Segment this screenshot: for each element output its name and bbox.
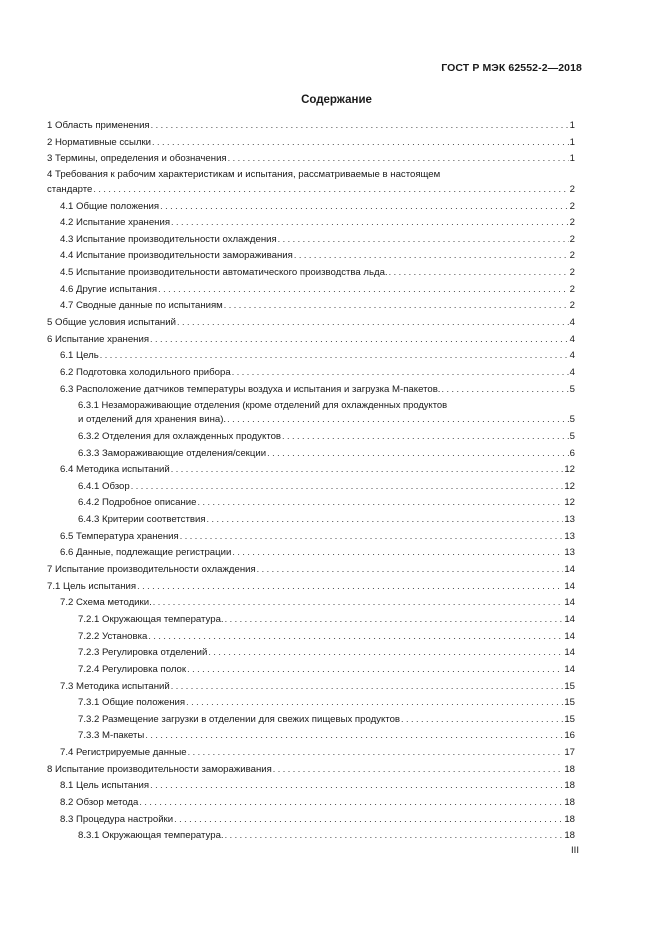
toc-entry[interactable] [47, 661, 575, 678]
toc-entry-page: 14 [564, 613, 575, 625]
toc-entry-title: 4.7 Сводные данные по испытаниям [60, 300, 223, 312]
toc-entry-page: 14 [564, 597, 575, 609]
toc-entry[interactable] [47, 678, 575, 695]
toc-entry-title: 6.3.2 Отделения для охлажденных продуктов [78, 430, 281, 442]
toc-entry-page: 2 [569, 267, 575, 279]
toc-leader-dots [441, 381, 568, 398]
toc-entry-title: 4.3 Испытание производительности охлаждения [60, 233, 277, 245]
toc-entry-title: 6.4.3 Критерии соответствия [78, 514, 206, 526]
toc-entry[interactable] [47, 314, 575, 331]
toc-entry-title: 5 Общие условия испытаний [47, 317, 176, 329]
toc-leader-dots [150, 331, 569, 348]
toc-entry-title: 7.2 Схема методики. [60, 597, 152, 609]
table-of-contents [47, 117, 575, 844]
toc-entry-title: 4.4 Испытание производительности замораживания [60, 250, 293, 262]
toc-entry[interactable] [47, 528, 575, 545]
toc-leader-dots [150, 777, 563, 794]
toc-entry-page: 1 [569, 136, 575, 148]
toc-entry-page: 18 [564, 780, 575, 792]
toc-entry-title: 7.2.1 Окружающая температура. [78, 613, 224, 625]
toc-leader-dots [186, 694, 563, 711]
toc-leader-dots [174, 811, 563, 828]
toc-leader-dots [208, 644, 563, 661]
toc-entry[interactable] [47, 281, 575, 298]
toc-entry-page: 18 [564, 796, 575, 808]
toc-entry-title: 7 Испытание производительности охлаждения [47, 564, 256, 576]
toc-entry-title: 1 Область применения [47, 120, 150, 131]
toc-entry[interactable] [47, 628, 575, 645]
toc-entry[interactable] [47, 364, 575, 381]
toc-entry[interactable] [47, 578, 575, 595]
toc-entry-page: 13 [564, 514, 575, 526]
toc-entry[interactable] [47, 711, 575, 728]
toc-entry-title: 7.3.2 Размещение загрузки в отделении для свежих пищевых продуктов [78, 713, 401, 725]
toc-leader-dots [224, 297, 569, 314]
toc-entry-title: 7.1 Цель испытания [47, 580, 137, 592]
toc-entry-page: 5 [569, 414, 575, 426]
toc-entry-title: 7.3.3 М-пакеты [78, 730, 145, 742]
toc-entry-page: 18 [564, 830, 575, 842]
toc-leader-dots [225, 611, 564, 628]
toc-entry-title: 8.1 Цель испытания [60, 780, 150, 792]
toc-entry[interactable] [47, 511, 575, 528]
toc-entry-page: 13 [564, 530, 575, 542]
toc-leader-dots [145, 727, 563, 744]
toc-leader-dots [93, 181, 568, 198]
toc-entry[interactable] [47, 611, 575, 628]
toc-leader-dots [160, 198, 569, 215]
toc-leader-dots [232, 364, 569, 381]
page-title: Содержание [301, 94, 372, 106]
toc-entry-page: 2 [569, 283, 575, 295]
toc-entry-title: 4.2 Испытание хранения [60, 217, 171, 229]
toc-entry-title: 3 Термины, определения и обозначения [47, 153, 227, 165]
toc-leader-dots [131, 478, 564, 495]
toc-entry[interactable] [47, 150, 575, 167]
toc-leader-dots [207, 511, 564, 528]
toc-entry-page: 16 [564, 730, 575, 742]
toc-leader-dots [273, 761, 564, 778]
toc-entry-title: 6.4 Методика испытаний [60, 464, 170, 476]
toc-leader-dots [180, 528, 564, 545]
toc-entry-title: стандарте [47, 183, 93, 195]
document-header: ГОСТ Р МЭК 62552-2—2018 [441, 62, 582, 74]
toc-entry[interactable] [47, 247, 575, 264]
toc-entry[interactable] [47, 331, 575, 348]
toc-entry-page: 4 [569, 317, 575, 329]
toc-entry-title: 8.3 Процедура настройки [60, 813, 174, 825]
toc-entry-title: 4.6 Другие испытания [60, 283, 158, 295]
toc-leader-dots [257, 561, 564, 578]
toc-entry-page: 12 [564, 497, 575, 509]
toc-leader-dots [100, 347, 569, 364]
toc-entry-title: 7.2.2 Установка [78, 630, 148, 642]
toc-entry[interactable] [47, 198, 575, 215]
toc-leader-dots [148, 628, 563, 645]
toc-entry[interactable] [47, 644, 575, 661]
toc-entry-title: 7.2.3 Регулировка отделений [78, 647, 208, 659]
toc-leader-dots [197, 494, 563, 511]
toc-entry-page: 14 [564, 630, 575, 642]
toc-entry[interactable] [47, 214, 575, 231]
toc-entry-title: 4.5 Испытание производительности автоматического производства льда. [60, 267, 388, 279]
toc-entry-page: 13 [564, 547, 575, 559]
toc-entry-title: 6.2 Подготовка холодильного прибора [60, 366, 231, 378]
toc-entry-page: 4 [569, 350, 575, 362]
toc-entry[interactable] [47, 544, 575, 561]
toc-entry[interactable] [47, 264, 575, 281]
toc-leader-dots [228, 150, 569, 167]
toc-entry[interactable] [47, 594, 575, 611]
toc-entry-title: 6.4.2 Подробное описание [78, 497, 197, 509]
toc-entry[interactable] [47, 297, 575, 314]
toc-entry-page: 2 [569, 300, 575, 312]
toc-entry-page: 1 [569, 120, 575, 131]
toc-entry-title: 7.2.4 Регулировка полок [78, 663, 187, 675]
toc-entry-page: 4 [569, 366, 575, 378]
toc-leader-dots [282, 428, 569, 445]
toc-leader-dots [171, 678, 564, 695]
toc-entry[interactable] [47, 117, 575, 134]
toc-entry-first-line: 4 Требования к рабочим характеристикам и испытания, рассматриваемые в настоящем [47, 168, 441, 180]
toc-entry[interactable] [47, 561, 575, 578]
toc-leader-dots [232, 544, 563, 561]
toc-entry-title: 6.3 Расположение датчиков температуры воздуха и испытания и загрузка М-пакетов. [60, 383, 441, 395]
toc-leader-dots [152, 134, 569, 151]
toc-entry-title: 6.4.1 Обзор [78, 480, 130, 492]
toc-entry[interactable] [47, 727, 575, 744]
toc-leader-dots [389, 264, 569, 281]
toc-entry[interactable] [47, 744, 575, 761]
toc-entry-title: и отделений для хранения вина). [78, 414, 227, 426]
toc-entry-page: 14 [564, 647, 575, 659]
toc-entry-page: 12 [564, 480, 575, 492]
toc-entry[interactable] [47, 777, 575, 794]
toc-entry[interactable] [47, 794, 575, 811]
toc-entry-page: 2 [569, 217, 575, 229]
toc-entry[interactable] [47, 461, 575, 478]
toc-entry[interactable] [47, 445, 575, 462]
toc-entry-page: 1 [569, 153, 575, 165]
toc-entry-title: 8.3.1 Окружающая температура. [78, 830, 224, 842]
toc-entry-title: 6.6 Данные, подлежащие регистрации [60, 547, 232, 559]
toc-entry-page: 14 [564, 564, 575, 576]
toc-entry-page: 6 [569, 447, 575, 459]
toc-entry-page: 4 [569, 333, 575, 345]
toc-entry[interactable] [47, 478, 575, 495]
toc-leader-dots [177, 314, 569, 331]
toc-leader-dots [227, 411, 569, 428]
page-number: III [571, 845, 579, 856]
toc-entry-title: 8.2 Обзор метода [60, 796, 139, 808]
toc-entry[interactable] [47, 231, 575, 248]
toc-entry[interactable] [47, 134, 575, 151]
toc-entry-title: 4.1 Общие положения [60, 200, 160, 212]
toc-entry-page: 15 [564, 713, 575, 725]
toc-leader-dots [137, 578, 563, 595]
toc-entry-page: 17 [564, 747, 575, 759]
toc-leader-dots [171, 461, 564, 478]
toc-leader-dots [278, 231, 569, 248]
toc-entry-title: 7.4 Регистрируемые данные [60, 747, 187, 759]
toc-entry-page: 18 [564, 763, 575, 775]
toc-entry-page: 5 [569, 430, 575, 442]
toc-leader-dots [225, 827, 564, 844]
toc-entry-title: 7.3.1 Общие положения [78, 697, 186, 709]
toc-entry-title: 7.3 Методика испытаний [60, 680, 170, 692]
toc-entry[interactable] [47, 827, 575, 844]
toc-entry-title: 6.5 Температура хранения [60, 530, 179, 542]
toc-entry-title: 6 Испытание хранения [47, 333, 150, 345]
toc-leader-dots [267, 445, 569, 462]
toc-leader-dots [158, 281, 569, 298]
toc-leader-dots [188, 744, 564, 761]
toc-leader-dots [187, 661, 563, 678]
toc-entry-page: 5 [569, 383, 575, 395]
toc-leader-dots [139, 794, 563, 811]
toc-entry-first-line: 6.3.1 Незамораживающие отделения (кроме отделений для охлажденных продуктов [78, 399, 448, 411]
toc-entry[interactable] [47, 381, 575, 398]
toc-entry-page: 15 [564, 680, 575, 692]
toc-entry[interactable] [47, 761, 575, 778]
toc-leader-dots [151, 117, 569, 134]
toc-leader-dots [401, 711, 563, 728]
toc-entry-page: 14 [564, 580, 575, 592]
toc-entry[interactable] [47, 694, 575, 711]
toc-entry[interactable] [47, 411, 575, 428]
toc-entry-page: 12 [564, 464, 575, 476]
toc-entry-page: 15 [564, 697, 575, 709]
toc-leader-dots [171, 214, 569, 231]
toc-entry[interactable] [47, 181, 575, 198]
toc-entry-title: 6.1 Цель [60, 350, 99, 362]
toc-entry-page: 2 [569, 183, 575, 195]
toc-entry-title: 6.3.3 Замораживающие отделения/секции [78, 447, 267, 459]
toc-entry-page: 2 [569, 200, 575, 212]
toc-entry-page: 2 [569, 250, 575, 262]
toc-entry-page: 2 [569, 233, 575, 245]
toc-leader-dots [294, 247, 569, 264]
toc-entry[interactable] [47, 811, 575, 828]
toc-entry-title: 8 Испытание производительности замораживания [47, 763, 272, 775]
toc-entry-page: 18 [564, 813, 575, 825]
toc-leader-dots [153, 594, 564, 611]
toc-entry-title: 2 Нормативные ссылки [47, 136, 152, 148]
toc-entry[interactable] [47, 494, 575, 511]
toc-entry-page: 14 [564, 663, 575, 675]
toc-entry[interactable] [47, 347, 575, 364]
toc-entry[interactable] [47, 428, 575, 445]
